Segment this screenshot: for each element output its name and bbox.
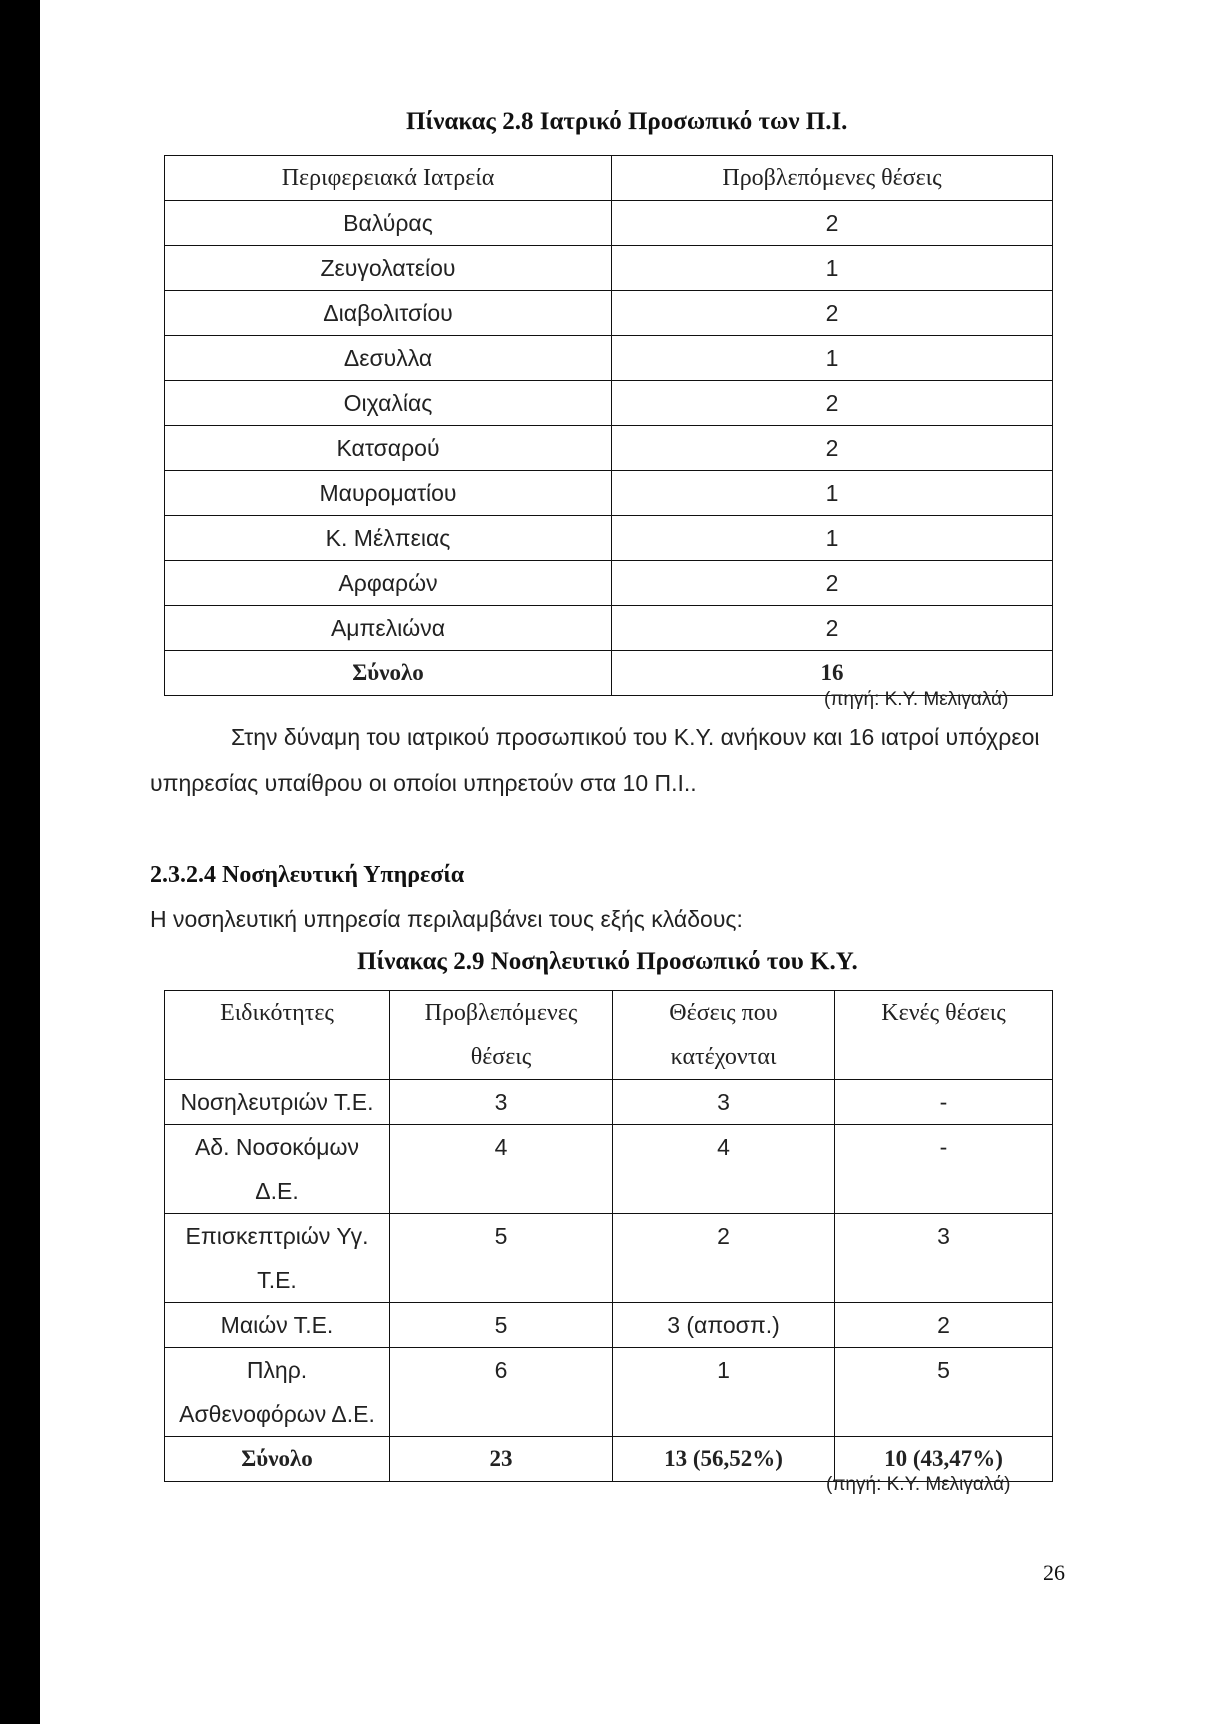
specialty-line: Μαιών Τ.Ε. (220, 1312, 334, 1338)
clinic-name-cell: Ζευγολατείου (165, 246, 612, 291)
clinic-name-cell: Οιχαλίας (165, 381, 612, 426)
table-row (165, 606, 1053, 651)
table1-caption: Πίνακας 2.8 Ιατρικό Προσωπικό των Π.Ι. (406, 108, 848, 135)
specialty-cell (165, 1080, 390, 1125)
table1-header-cell: Προβλεπόμενες θέσεις (612, 156, 1053, 201)
positions-cell: 1 (612, 246, 1053, 291)
table-row (165, 1125, 1053, 1214)
table-row (165, 1214, 1053, 1303)
table1-total-value: 16 (612, 651, 1053, 696)
table2-total-cell: 23 (390, 1437, 613, 1482)
table1-total-label: Σύνολο (165, 651, 612, 696)
table2-total-cell: 10 (43,47%) (835, 1437, 1053, 1482)
table2-header-row (165, 991, 1053, 1080)
table2-header-cell (390, 991, 613, 1080)
table-row (165, 1303, 1053, 1348)
medical-staff-table (164, 155, 1053, 696)
value-cell: 5 (835, 1348, 1053, 1437)
positions-cell: 1 (612, 336, 1053, 381)
clinic-name-cell: Βαλύρας (165, 201, 612, 246)
value-cell: - (835, 1080, 1053, 1125)
specialty-line: Αδ. Νοσοκόμων (194, 1134, 360, 1160)
table-row (165, 291, 1053, 336)
value-cell: 3 (835, 1214, 1053, 1303)
table1-body (165, 201, 1053, 651)
value-cell: 4 (613, 1125, 835, 1214)
table1-header-cell: Περιφερειακά Ιατρεία (165, 156, 612, 201)
value-cell: 3 (390, 1080, 613, 1125)
value-cell: - (835, 1125, 1053, 1214)
positions-cell: 2 (612, 201, 1053, 246)
positions-cell: 1 (612, 516, 1053, 561)
value-cell: 5 (390, 1214, 613, 1303)
table2-header-cell (165, 991, 390, 1080)
table-row (165, 381, 1053, 426)
clinic-name-cell: Αμπελιώνα (165, 606, 612, 651)
header-line: Κενές θέσεις (881, 1000, 1006, 1026)
positions-cell: 2 (612, 381, 1053, 426)
section-intro: Η νοσηλευτική υπηρεσία περιλαμβάνει τους εξής κλάδους: (150, 906, 743, 932)
table1-source: (πηγή: Κ.Υ. Μελιγαλά) (824, 689, 1009, 710)
table2-caption: Πίνακας 2.9 Νοσηλευτικό Προσωπικό του Κ.Υ. (357, 948, 858, 975)
value-cell: 2 (835, 1303, 1053, 1348)
table-row (165, 1080, 1053, 1125)
value-cell: 1 (613, 1348, 835, 1437)
clinic-name-cell: Κ. Μέλπειας (165, 516, 612, 561)
positions-cell: 2 (612, 561, 1053, 606)
table2-body (165, 1080, 1053, 1437)
positions-cell: 1 (612, 471, 1053, 516)
specialty-line: Πληρ. (246, 1357, 308, 1383)
table2-total-label: Σύνολο (165, 1437, 390, 1482)
specialty-line: Νοσηλευτριών Τ.Ε. (180, 1089, 374, 1115)
specialty-cell (165, 1214, 390, 1303)
clinic-name-cell: Μαυροματίου (165, 471, 612, 516)
section-heading: 2.3.2.4 Νοσηλευτική Υπηρεσία (150, 862, 465, 888)
clinic-name-cell: Κατσαρού (165, 426, 612, 471)
table2-header-cell (835, 991, 1053, 1080)
table2-total-cell: 13 (56,52%) (613, 1437, 835, 1482)
table-row (165, 1348, 1053, 1437)
nursing-staff-table (164, 990, 1053, 1482)
table-row (165, 336, 1053, 381)
clinic-name-cell: Διαβολιτσίου (165, 291, 612, 336)
positions-cell: 2 (612, 426, 1053, 471)
specialty-line: Επισκεπτριών Υγ. (185, 1223, 369, 1249)
value-cell: 5 (390, 1303, 613, 1348)
positions-cell: 2 (612, 606, 1053, 651)
table-row (165, 516, 1053, 561)
table2-header-cell (613, 991, 835, 1080)
value-cell: 3 (613, 1080, 835, 1125)
table-row (165, 426, 1053, 471)
table2-source: (πηγή: Κ.Υ. Μελιγαλά) (826, 1474, 1011, 1495)
header-line: Προβλεπόμενες (424, 1000, 578, 1026)
page-number: 26 (1043, 1560, 1065, 1585)
paragraph-line-2: υπηρεσίας υπαίθρου οι οποίοι υπηρετούν στα 10 Π.Ι.. (150, 770, 697, 796)
specialty-cell (165, 1348, 390, 1437)
specialty-line: Τ.Ε. (257, 1267, 297, 1293)
header-line: θέσεις (470, 1044, 532, 1070)
value-cell: 4 (390, 1125, 613, 1214)
document-page (40, 0, 1223, 1724)
positions-cell: 2 (612, 291, 1053, 336)
value-cell: 6 (390, 1348, 613, 1437)
table-row (165, 246, 1053, 291)
value-cell: 3 (αποσπ.) (613, 1303, 835, 1348)
header-line: κατέχονται (670, 1044, 777, 1070)
table1-header-row (165, 156, 1053, 201)
table-row (165, 471, 1053, 516)
table-row (165, 561, 1053, 606)
specialty-line: Ασθενοφόρων Δ.Ε. (179, 1401, 375, 1427)
paragraph-line-1: Στην δύναμη του ιατρικού προσωπικού του Κ.Υ. ανήκουν και 16 ιατροί υπόχρεοι (231, 724, 1040, 750)
header-line: Θέσεις που (669, 1000, 778, 1026)
clinic-name-cell: Δεσυλλα (165, 336, 612, 381)
specialty-cell (165, 1303, 390, 1348)
table-row (165, 201, 1053, 246)
specialty-line: Δ.Ε. (255, 1178, 299, 1204)
header-line: Ειδικότητες (220, 1000, 334, 1026)
specialty-cell (165, 1125, 390, 1214)
value-cell: 2 (613, 1214, 835, 1303)
clinic-name-cell: Αρφαρών (165, 561, 612, 606)
